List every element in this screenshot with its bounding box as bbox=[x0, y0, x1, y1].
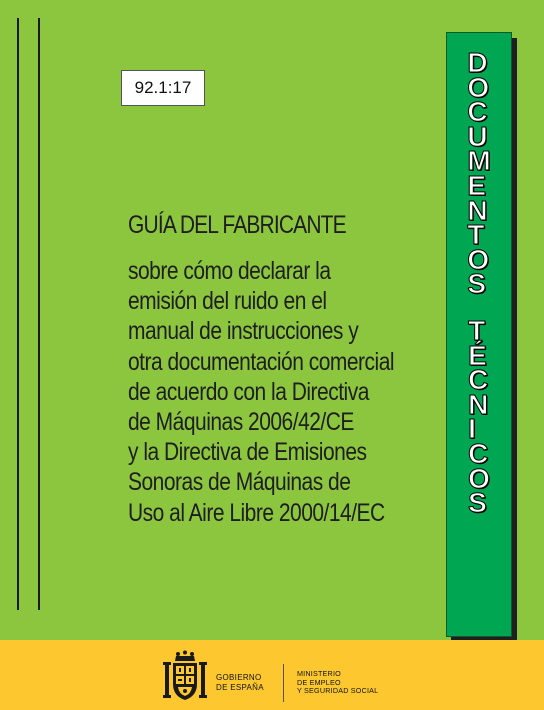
side-banner-letter: N bbox=[467, 194, 488, 226]
side-banner-letter: T bbox=[468, 314, 486, 346]
side-banner-word-tecnicos bbox=[468, 314, 490, 519]
description-line: Sonoras de Máquinas de bbox=[128, 468, 351, 497]
side-banner-letter: C bbox=[468, 437, 489, 469]
side-banner-letter: S bbox=[467, 268, 487, 300]
side-banner-letter: C bbox=[468, 364, 489, 396]
side-banner-letter: É bbox=[468, 339, 487, 371]
ministerio-line: Y SEGURIDAD SOCIAL bbox=[297, 686, 379, 696]
description-line: otra documentación comercial bbox=[128, 347, 395, 376]
side-banner-letter: O bbox=[467, 243, 490, 275]
side-banner-letter: T bbox=[467, 219, 485, 251]
coat-of-arms-icon bbox=[162, 650, 208, 704]
gobierno-label bbox=[216, 673, 264, 692]
gobierno-line: GOBIERNO bbox=[216, 673, 262, 682]
document-description bbox=[128, 256, 394, 528]
decorative-rule-left bbox=[17, 18, 19, 610]
footer-bar bbox=[0, 640, 544, 710]
side-banner-letter: M bbox=[467, 145, 491, 177]
footer-divider bbox=[283, 664, 284, 702]
side-banner-letter: D bbox=[467, 47, 488, 78]
side-banner-letter: O bbox=[467, 71, 490, 103]
description-line: y la Directiva de Emisiones bbox=[128, 438, 367, 467]
description-line: manual de instrucciones y bbox=[128, 317, 359, 346]
side-banner-letter: U bbox=[467, 120, 488, 152]
ministerio-label bbox=[297, 670, 378, 696]
description-line: Uso al Aire Libre 2000/14/EC bbox=[128, 498, 385, 527]
gobierno-line: DE ESPAÑA bbox=[216, 682, 264, 692]
ministerio-line: MINISTERIO bbox=[297, 669, 341, 678]
side-banner-letter: N bbox=[468, 388, 489, 420]
side-banner-letter: C bbox=[467, 96, 488, 128]
document-code-box bbox=[121, 70, 205, 106]
side-banner-letter: E bbox=[467, 169, 487, 201]
side-banner-word-documentos bbox=[467, 47, 491, 300]
ministerio-line: DE EMPLEO bbox=[297, 677, 341, 687]
document-code: 92.1:17 bbox=[134, 78, 192, 97]
side-banner-text bbox=[447, 47, 511, 519]
side-banner-letter: S bbox=[468, 487, 487, 519]
side-banner-letter: O bbox=[468, 462, 490, 494]
description-line: de Máquinas 2006/42/CE bbox=[128, 408, 354, 437]
decorative-rule-right bbox=[38, 18, 40, 610]
side-banner bbox=[446, 32, 512, 637]
description-line: emisión del ruido en el bbox=[128, 287, 327, 316]
side-banner-letter: I bbox=[468, 413, 476, 445]
description-line: sobre cómo declarar la bbox=[128, 257, 331, 285]
description-line: de acuerdo con la Directiva bbox=[128, 377, 369, 406]
document-title: GUÍA DEL FABRICANTE bbox=[128, 211, 346, 239]
